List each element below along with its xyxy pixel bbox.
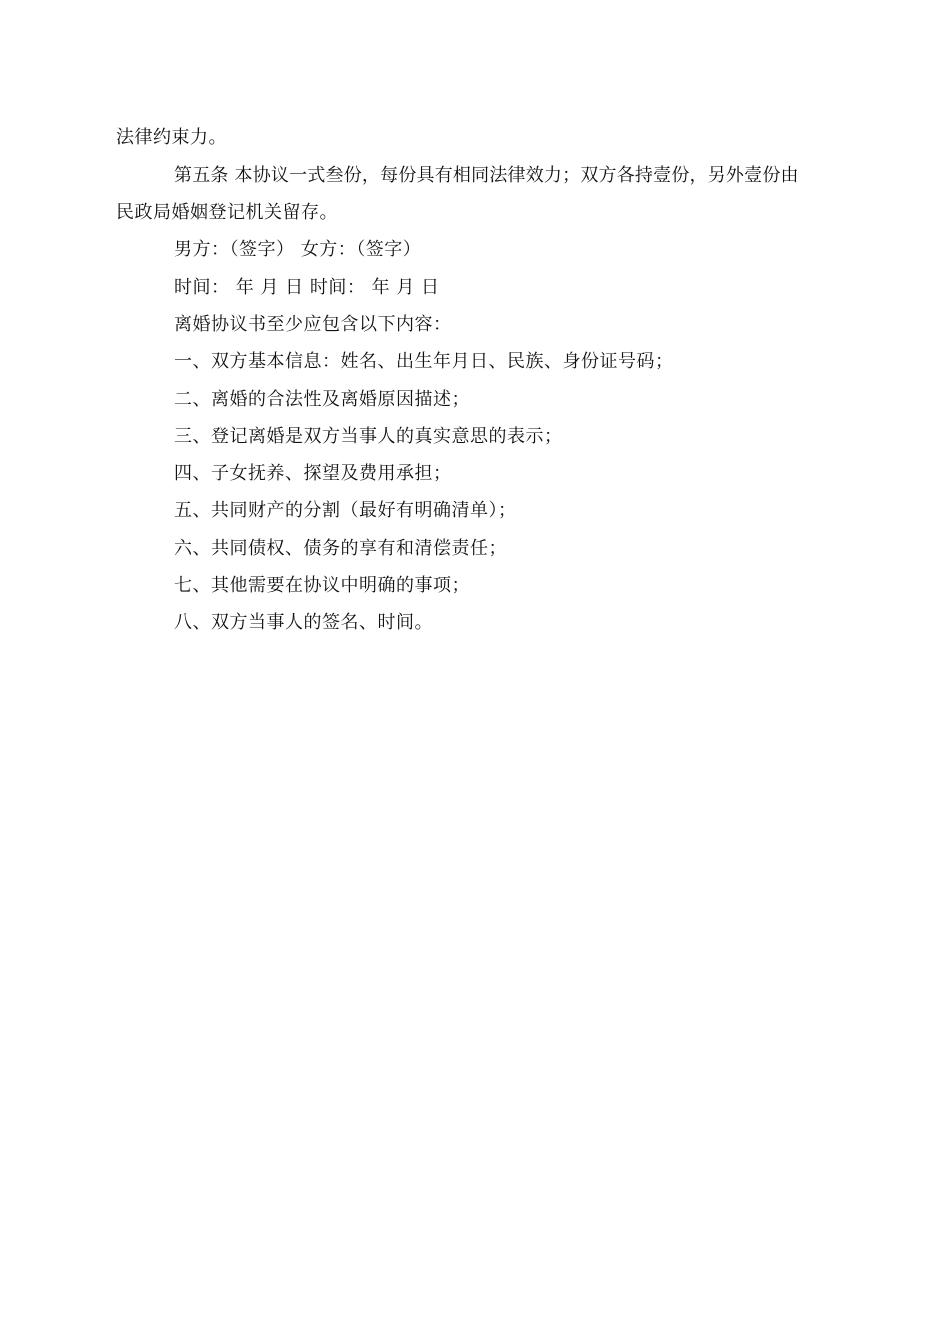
list-item: 五、共同财产的分割（最好有明确清单）； [174,500,517,521]
list-item: 八、双方当事人的签名、时间。 [174,612,433,633]
paragraph-line: 法律约束力。 [116,127,227,148]
date-line: 时间： 年 月 日 时间： 年 月 日 [174,277,440,298]
list-item: 六、共同债权、债务的享有和清偿责任； [174,538,507,559]
list-item: 三、登记离婚是双方当事人的真实意思的表示； [174,426,563,447]
signature-line: 男方：（签字） 女方：（签字） [174,239,422,260]
article-five-line: 第五条 本协议一式叁份，每份具有相同法律效力；双方各持壹份，另外壹份由 [174,165,799,186]
list-item: 四、子女抚养、探望及费用承担； [174,463,452,484]
list-item: 七、其他需要在协议中明确的事项； [174,575,470,596]
list-item: 二、离婚的合法性及离婚原因描述； [174,389,470,410]
paragraph-line: 民政局婚姻登记机关留存。 [116,202,338,223]
list-heading: 离婚协议书至少应包含以下内容： [174,314,452,335]
list-item: 一、双方基本信息：姓名、出生年月日、民族、身份证号码； [174,351,674,372]
